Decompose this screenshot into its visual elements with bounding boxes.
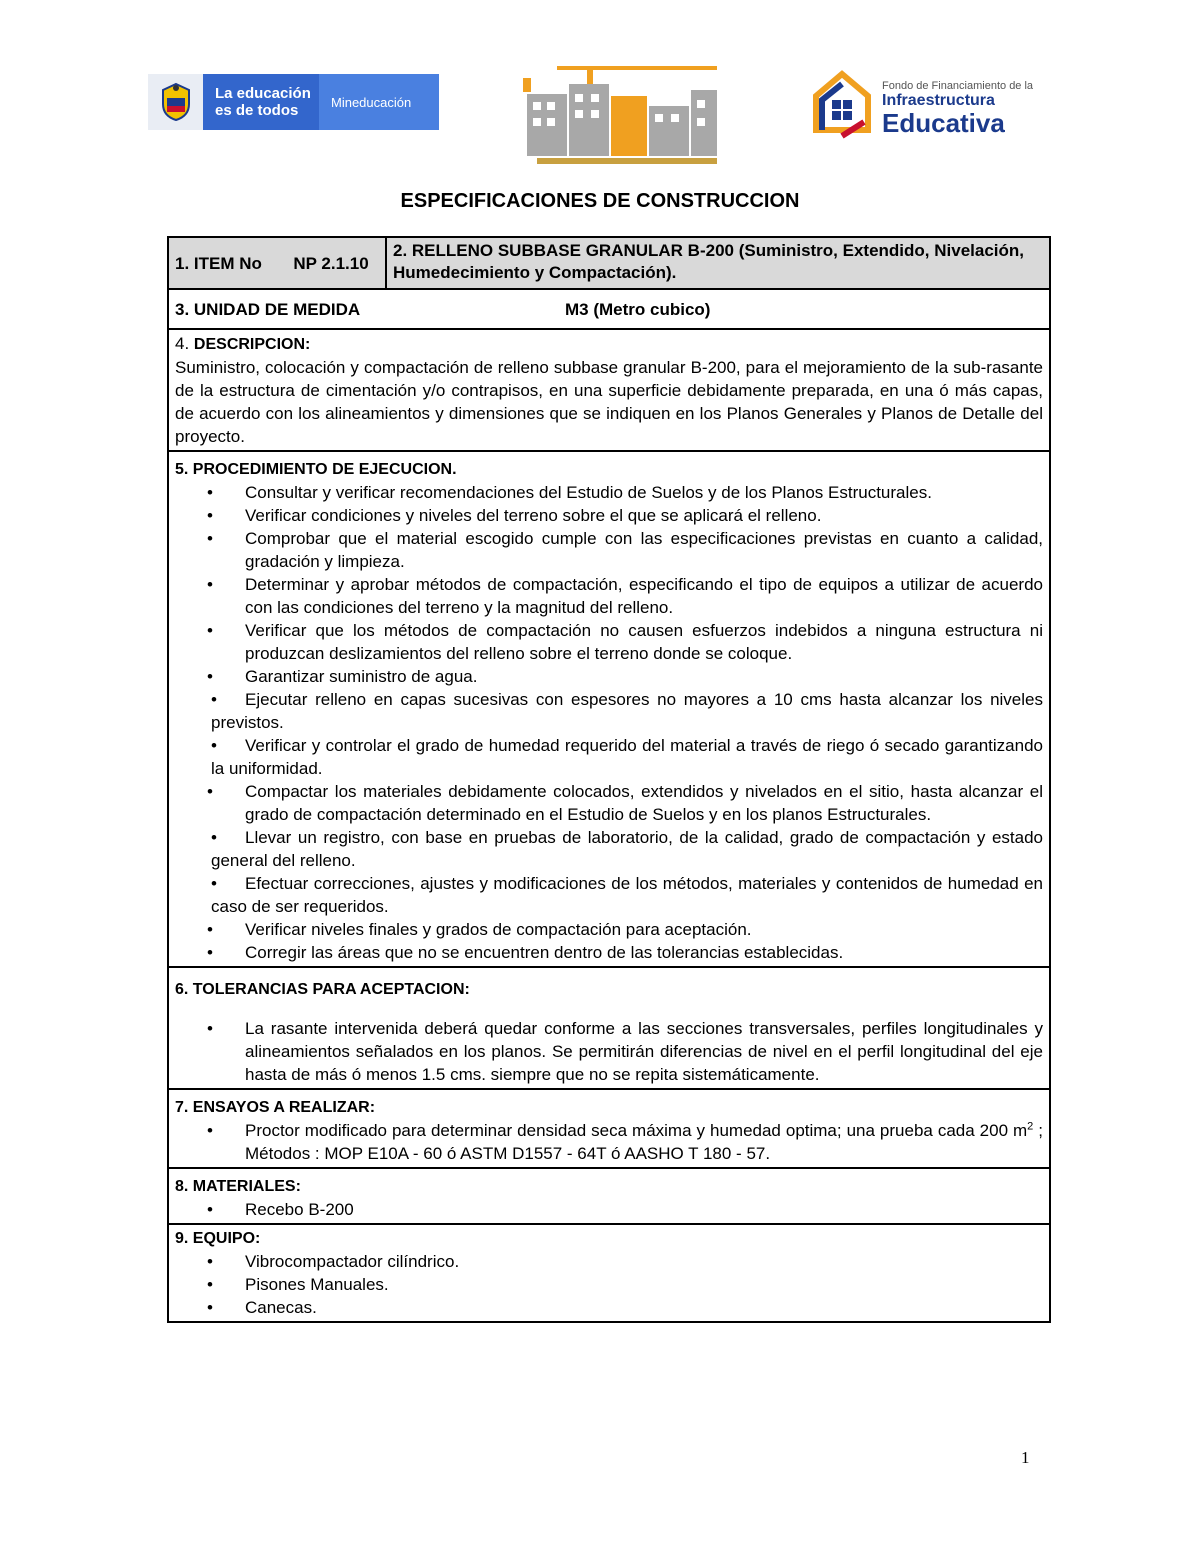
item-name-main: 2. RELLENO SUBBASE GRANULAR B-200 [393,241,734,260]
item-name-cell [386,237,1050,289]
description-row [168,329,1050,451]
specification-table [167,236,1051,1323]
list-item: • Comprobar que el material escogido cumple con las especificaciones previstas en cuanto a calidad, gradación y limpieza. [207,529,1043,571]
tolerances-heading: 6. TOLERANCIAS PARA ACEPTACION: [175,981,470,998]
procedure-list [175,481,1043,964]
materials-cell [168,1168,1050,1224]
list-item: • Corregir las áreas que no se encuentren dentro de las tolerancias establecidas. [207,943,844,962]
tests-heading: 7. ENSAYOS A REALIZAR: [175,1099,376,1116]
tests-list [175,1119,1043,1165]
tolerances-cell [168,967,1050,1089]
unit-cell [168,289,1050,329]
materials-heading: 8. MATERIALES: [175,1178,301,1195]
equipment-row [168,1224,1050,1322]
colombia-seal-icon [148,74,203,130]
procedure-row [168,451,1050,967]
item-name-detail: (Suministro, Extendido, Nivelación, Humedecimiento y Compactación). [393,241,1024,282]
item-label: 1. ITEM No [175,253,262,273]
materials-row [168,1168,1050,1224]
list-item: • Consultar y verificar recomendaciones del Estudio de Suelos y de los Planos Estructurales. [207,483,932,502]
house-icon [812,70,872,146]
fondo-line-3: Educativa [882,108,1005,138]
mineducacion-slogan: La educación es de todos [203,74,319,130]
list-item: • Verificar niveles finales y grados de compactación para aceptación. [207,920,752,939]
list-item: • Vibrocompactador cilíndrico. [207,1252,460,1271]
tolerances-row [168,967,1050,1089]
fondo-financiamiento-logo [812,70,1034,150]
list-item: • Verificar condiciones y niveles del terreno sobre el que se aplicará el relleno. [207,506,822,525]
list-item: • Determinar y aprobar métodos de compactación, especificando el tipo de equipos a utilizar de acuerdo con las condiciones del terreno y la magnitud del relleno. [207,575,1043,617]
list-item: • Ejecutar relleno en capas sucesivas con espesores no mayores a 10 cms hasta alcanzar los niveles previstos. [211,690,1043,732]
list-item: • Verificar que los métodos de compactación no causen esfuerzos indebidos a ninguna estructura ni produzcan deslizamientos del relleno sobre el terreno donde se coloque. [207,621,1043,663]
description-cell [168,329,1050,451]
procedure-heading: 5. PROCEDIMIENTO DE EJECUCION. [175,461,457,478]
item-number-cell [168,237,386,289]
description-text: Suministro, colocación y compactación de relleno subbase granular B-200, para el mejoramiento de la sub-rasante de la estructura de cimentación y/o contrapisos, en una superficie debidamente preparada, en una ó más capas, de acuerdo con los alineamientos y dimensiones que se indiquen en los Planos Generales y Planos de Detalle del proyecto. [175,358,1043,446]
document-title: ESPECIFICACIONES DE CONSTRUCCION [400,190,800,212]
item-code: NP 2.1.10 [293,253,369,273]
procedure-cell [168,451,1050,967]
list-item: • Canecas. [207,1298,317,1317]
list-item: • Pisones Manuales. [207,1275,389,1294]
description-heading: DESCRIPCION: [193,336,311,353]
item-row [168,237,1050,289]
list-item: • Efectuar correcciones, ajustes y modificaciones de los métodos, materiales y contenidos de humedad en caso de ser requeridos. [211,874,1043,916]
mineducacion-name: Mineducación [319,74,439,130]
equipment-heading: 9. EQUIPO: [175,1230,261,1247]
materials-list [175,1198,1043,1221]
description-number: 4. [175,334,190,353]
header-logos [0,66,1200,166]
tests-cell [168,1089,1050,1168]
list-item: • Proctor modificado para determinar densidad seca máxima y humedad optima; una prueba cada 200 $m^2$ ; Métodos : MOP E10A - 60 ó ASTM D1557 - 64T ó AASHO T 180 - 57. [207,1120,1043,1163]
list-item: • Recebo B-200 [207,1200,354,1219]
tolerances-list [175,1017,1043,1086]
page-number: 1 [1021,1448,1030,1467]
unit-value: M3 (Metro cubico) [565,299,711,319]
list-item: • La rasante intervenida deberá quedar conforme a las secciones transversales, perfiles longitudinales y alineamientos señalados en los planos. Se permitirán diferencias de nivel en el perfil longitudinal del eje hasta de más ó menos 1.5 cms. siempre que no se repita sistemáticamente. [207,1019,1043,1084]
list-item: • Verificar y controlar el grado de humedad requerido del material a través de riego ó secado garantizando la uniformidad. [211,736,1043,778]
unit-label: 3. UNIDAD DE MEDIDA [175,299,361,319]
tests-row [168,1089,1050,1168]
equipment-list [175,1250,1043,1319]
equipment-cell [168,1224,1050,1322]
fondo-line-2: Infraestructura [882,92,995,109]
list-item: • Llevar un registro, con base en pruebas de laboratorio, de la calidad, grado de compactación y estado general del relleno. [211,828,1043,870]
list-item: • Garantizar suministro de agua. [207,667,478,686]
consorcio-logo [517,66,727,166]
list-item: • Compactar los materiales debidamente colocados, extendidos y nivelados en el sitio, hasta alcanzar el grado de compactación determinado en el Estudio de Suelos y en los planos Estructurales. [207,782,1043,824]
fondo-line-1: Fondo de Financiamiento de la [882,80,1034,92]
unit-row [168,289,1050,329]
mineducacion-logo [148,74,439,130]
